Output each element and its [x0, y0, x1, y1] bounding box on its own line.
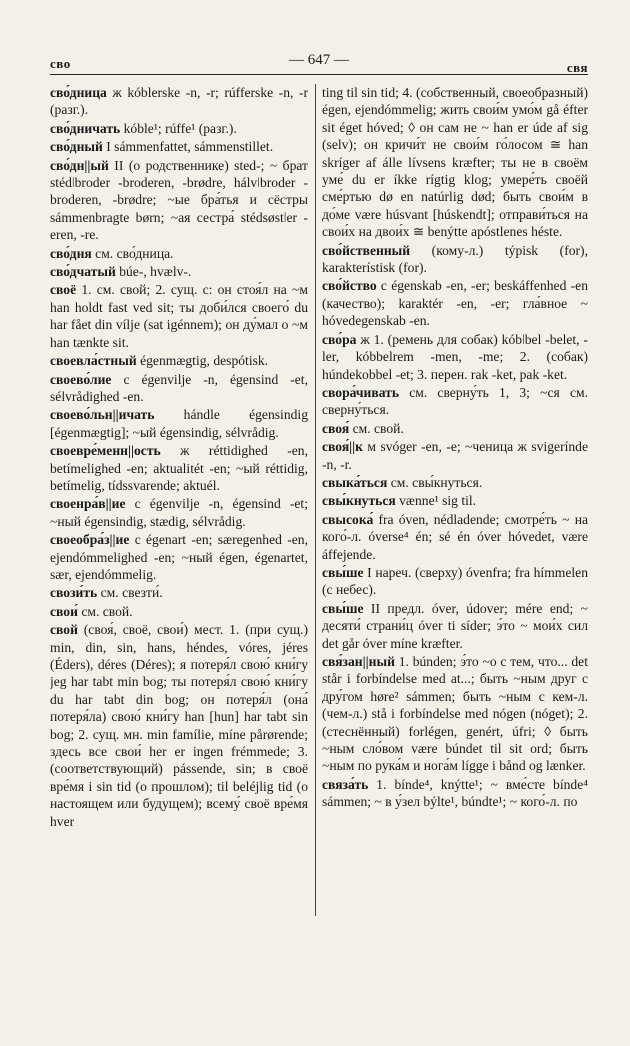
dictionary-entry: сво́йственный (кому-л.) týpisk (for), karakterístisk (for).: [322, 242, 588, 276]
dictionary-entry: своево́льн||ичать hándle égensindig [égenmægtig]; ~ый égensindig, sélvrådig.: [50, 407, 308, 440]
dictionary-entry: свы́кнуться vænne¹ sig til.: [322, 493, 477, 509]
page-header: [50, 50, 588, 75]
dictionary-entry: своя́||к м svóger -en, -e; ~ченица ж svigerínde -n, -r.: [322, 439, 588, 472]
header-left-guide-word: сво: [50, 56, 71, 71]
dictionary-entry: свой (своя́, своё, свои́) мест. 1. (при сущ.) min, din, sin, hans, héndes, vóres, jéres (Éders), déres (Déres); я потеря́л свою́ кни́гу jeg har tabt min bog; ты потеря́л свою́ кни́гу du har tabt din bog; он потеря́л (она́ потеря́ла) свою́ кни́гу han [hun] har tabt sin bog; 2. сущ. мн. min famílie, míne pårørende; здесь все свои́ her er ingen frémmede; 3. (соответствующий) pássende, sin; в своё вре́мя i sin tid (о прошлом); til beléjlig tid (о настоящем или будущем); всему́ своё вре́мя hver: [50, 622, 308, 829]
right-column: [322, 84, 588, 926]
dictionary-entry: своево́лие с égenvilje -n, égensind -et, sélvrådighed -en.: [50, 371, 308, 404]
dictionary-entry: свя́зан||ный 1. búnden; э́то ~о с тем, что... det står i forbíndelse med at...; быть ~ным друг с дру́гом høre² sámmen; быть ~ным с кем-л. (чем-л.) stå i forbíndelse med nógen (nóget); 2. (стеснённый) forlégen, genért, úfri; ◊ быть ~ным сло́вом være búndet til sit ord; быть ~ным по рука́м и нога́м lígge i bånd og lænker.: [322, 654, 588, 774]
dictionary-entry: своевла́стный égenmægtig, despótisk.: [50, 353, 269, 369]
dictionary-entry: сво́дн||ый II (о родственнике) sted-; ~ брат stédǀbroder -broderen, -brødre, hálvǀbroder -broderen, -brødre; ~ые бра́тья и сёстры sámmenbragte børn; ~ая сестра́ stédsøstǀer -eren, -re.: [50, 157, 308, 243]
left-column: [50, 84, 308, 926]
dictionary-entry: сво́дня см. сво́дница.: [50, 245, 174, 261]
dictionary-entry: свора́чивать см. сверну́ть 1, 3; ~ся см. сверну́ться.: [322, 384, 588, 418]
dictionary-entry: свои́ см. свой.: [50, 603, 133, 619]
dictionary-entry: ting til sin tid; 4. (собственный, своеобразный) égen, ejendómmelig; жить свои́м умо́м gå éfter sit éget hóved; ◊ он сам не ~ han er úde af sig (selv); он кричи́т не свои́м го́лосом ≅ han skríger af álle lívsens kræfter; ты не в своём уме́ du er íkke rígtig klog; умере́ть своёй сме́ртью dø en natúrlig død; быть свои́м в до́ме være húsvant [húskendt]; отправи́ться на свои́х на двои́х ≅ benýtte apóstlenes héste.: [322, 85, 588, 240]
dictionary-entry: свози́ть см. свезти́.: [50, 585, 163, 601]
column-divider: [315, 84, 316, 916]
dictionary-entry: сво́дница ж kóblerske -n, -r; rúfferske -n, -r (разг.).: [50, 85, 308, 118]
dictionary-entry: своё 1. см. свой; 2. сущ. с: он стоя́л на ~м han holdt fast ved sit; ты доби́лся своего́ du har fået din vílje (sat igénnem); он ду́мал о ~м han tænkte sit.: [50, 282, 308, 350]
page-number: — 647 —: [289, 52, 349, 68]
dictionary-entry: связа́ть 1. bínde⁴, knýtte¹; ~ вме́сте bínde⁴ sámmen; ~ в у́зел býlte¹, búndte¹; ~ кого́-л. по: [322, 776, 588, 810]
dictionary-entry: своевре́менн||ость ж réttidighed -en, betímelighed -en; aktualitét -en; ~ый réttidig, betímelig, tídssvarende; aktuél.: [50, 443, 308, 493]
dictionary-entry: своеобра́з||ие с égenart -en; særegenhed -en, ejendómmelighed -en; ~ный égen, égenartet, sær, ejendómmelig.: [50, 532, 308, 582]
dictionary-entry: свы́ше I нареч. (сверху) óvenfra; fra hímmelen (с небес).: [322, 564, 588, 598]
dictionary-entry: сво́дный I sámmenfattet, sámmenstillet.: [50, 139, 274, 155]
dictionary-entry: сво́ра ж 1. (ремень для собак) kóbǀbel -belet, -ler, kóbbelrem -men, -me; 2. (собак) húndekobbel -et; 3. перен. rak -ket, pak -ket.: [322, 331, 588, 382]
header-right-guide-word: свя: [566, 60, 588, 75]
dictionary-entry: свыка́ться см. свы́кнуться.: [322, 474, 483, 490]
dictionary-entry: свы́ше II предл. óver, údover; mére end; ~ десяти́ страни́ц óver ti síder; э́то ~ мои́х сил det går óver míne kræfter.: [322, 600, 588, 651]
dictionary-entry: сво́йство с égenskab -en, -er; beskáffenhed -en (качество); karaktér -en, -er; гла́вное ~ hóvedegenskab -en.: [322, 278, 588, 329]
dictionary-entry: сво́дничать kóble¹; rúffe¹ (разг.).: [50, 120, 237, 136]
dictionary-entry: сво́дчатый búe-, hvælv-.: [50, 264, 192, 280]
dictionary-entry: своенра́в||ие с égenvilje -n, égensind -et; ~ный égensindig, stædig, sélvrådig.: [50, 496, 308, 529]
dictionary-entry: свысока́ fra óven, nédladende; смотре́ть ~ на кого́-л. óverse⁴ én; sé én óver hóvedet, være áffejende.: [322, 511, 588, 562]
dictionary-entry: своя́ см. свой.: [322, 420, 404, 436]
